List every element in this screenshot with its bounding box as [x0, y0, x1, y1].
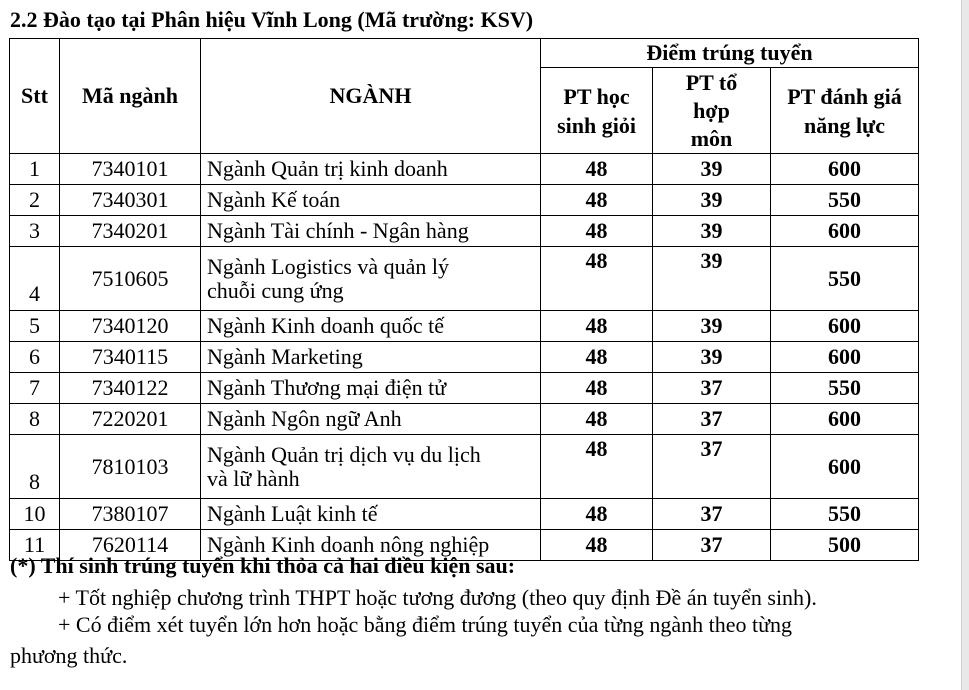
table-row [10, 311, 919, 342]
header-method-excellent-student [541, 68, 653, 154]
cell-score-m1: 48 [541, 154, 653, 185]
cell-stt: 3 [10, 216, 60, 247]
cell-stt: 6 [10, 342, 60, 373]
cell-stt: 11 [10, 530, 60, 561]
cell-score-m1: 48 [541, 216, 653, 247]
cell-code: 7510605 [60, 247, 201, 311]
table-row [10, 216, 919, 247]
cell-score-m3: 500 [771, 530, 919, 561]
cell-major [201, 435, 541, 499]
cell-score-m1: 48 [541, 404, 653, 435]
cell-code: 7340115 [60, 342, 201, 373]
cell-major-line: Ngành Logistics và quản lý [207, 253, 449, 279]
cell-score-m3: 550 [771, 373, 919, 404]
cell-major: Ngành Ngôn ngữ Anh [201, 404, 541, 435]
header-major-code: Mã ngành [60, 39, 201, 154]
condition-graduation: + Tốt nghiệp chương trình THPT hoặc tương đương (theo quy định Đề án tuyển sinh). [58, 585, 817, 610]
cell-score-m3: 600 [771, 404, 919, 435]
cell-major: Ngành Luật kinh tế [201, 499, 541, 530]
cell-score-m3: 600 [771, 435, 919, 499]
cell-major-line: Ngành Quản trị dịch vụ du lịch [207, 441, 481, 467]
cell-score-m1: 48 [541, 373, 653, 404]
cell-score-m1: 48 [541, 342, 653, 373]
table-row [10, 499, 919, 530]
cell-stt: 10 [10, 499, 60, 530]
cell-score-m3: 600 [771, 342, 919, 373]
cell-score-m2: 39 [653, 185, 771, 216]
header-method-excellent-student-label: PT học sinh giỏi [557, 83, 636, 138]
table-row [10, 342, 919, 373]
header-method-competency-test-label: PT đánh giá năng lực [787, 83, 902, 138]
cell-score-m2: 37 [653, 530, 771, 561]
cell-major-line: chuỗi cung ứng [207, 277, 344, 303]
cell-stt: 1 [10, 154, 60, 185]
header-method-subject-combo [653, 68, 771, 154]
header-admission-score: Điểm trúng tuyển [541, 39, 919, 68]
cell-score-m2: 39 [653, 311, 771, 342]
cell-score-m3: 550 [771, 247, 919, 311]
cell-score-m2: 37 [653, 373, 771, 404]
cell-score-m2: 39 [653, 247, 771, 311]
cell-score-m1: 48 [541, 435, 653, 499]
cell-code: 7380107 [60, 499, 201, 530]
condition-score: + Có điểm xét tuyển lớn hơn hoặc bằng điểm trúng tuyển của từng ngành theo từng [58, 612, 793, 637]
table-row [10, 247, 919, 311]
cell-stt: 5 [10, 311, 60, 342]
cell-major: Ngành Thương mại điện tử [201, 373, 541, 404]
cell-score-m1: 48 [541, 530, 653, 561]
cell-stt: 8 [10, 435, 60, 499]
cell-stt: 2 [10, 185, 60, 216]
cell-major: Ngành Kế toán [201, 185, 541, 216]
admission-score-table [9, 38, 919, 561]
cell-score-m2: 39 [653, 216, 771, 247]
cell-score-m1: 48 [541, 311, 653, 342]
header-stt: Stt [10, 39, 60, 154]
table-row [10, 185, 919, 216]
cell-score-m2: 39 [653, 342, 771, 373]
header-method-subject-combo-label: PT tổ hợp môn [685, 69, 738, 151]
cell-major: Ngành Kinh doanh quốc tế [201, 311, 541, 342]
cell-code: 7340122 [60, 373, 201, 404]
cell-stt: 8 [10, 404, 60, 435]
cell-stt: 7 [10, 373, 60, 404]
cell-score-m2: 37 [653, 435, 771, 499]
section-title: 2.2 Đào tạo tại Phân hiệu Vĩnh Long (Mã trường: KSV) [10, 7, 534, 32]
cell-code: 7340120 [60, 311, 201, 342]
cell-score-m1: 48 [541, 185, 653, 216]
cell-code: 7220201 [60, 404, 201, 435]
cell-score-m3: 550 [771, 499, 919, 530]
header-method-competency-test [771, 68, 919, 154]
table-row [10, 435, 919, 499]
table-row [10, 404, 919, 435]
cell-code: 7340301 [60, 185, 201, 216]
cell-code: 7620114 [60, 530, 201, 561]
header-major-name: NGÀNH [201, 39, 541, 154]
cell-code: 7810103 [60, 435, 201, 499]
cell-code: 7340201 [60, 216, 201, 247]
cell-score-m1: 48 [541, 499, 653, 530]
cell-score-m2: 37 [653, 499, 771, 530]
window-edge [961, 0, 969, 690]
table-row [10, 154, 919, 185]
cell-major: Ngành Marketing [201, 342, 541, 373]
cell-score-m1: 48 [541, 247, 653, 311]
cell-score-m2: 37 [653, 404, 771, 435]
cell-major: Ngành Tài chính - Ngân hàng [201, 216, 541, 247]
table-row [10, 373, 919, 404]
conditions-title: (*) Thí sinh trúng tuyển khi thỏa cả hai điều kiện sau: [10, 553, 516, 578]
cell-major-line: và lữ hành [207, 465, 300, 491]
cell-score-m3: 600 [771, 154, 919, 185]
cell-stt: 4 [10, 247, 60, 311]
cell-code: 7340101 [60, 154, 201, 185]
cell-score-m2: 39 [653, 154, 771, 185]
condition-score-continued: phương thức. [10, 643, 128, 668]
cell-major [201, 247, 541, 311]
cell-major: Ngành Kinh doanh nông nghiệp [201, 530, 541, 561]
cell-major: Ngành Quản trị kinh doanh [201, 154, 541, 185]
cell-score-m3: 600 [771, 216, 919, 247]
cell-score-m3: 600 [771, 311, 919, 342]
cell-score-m3: 550 [771, 185, 919, 216]
